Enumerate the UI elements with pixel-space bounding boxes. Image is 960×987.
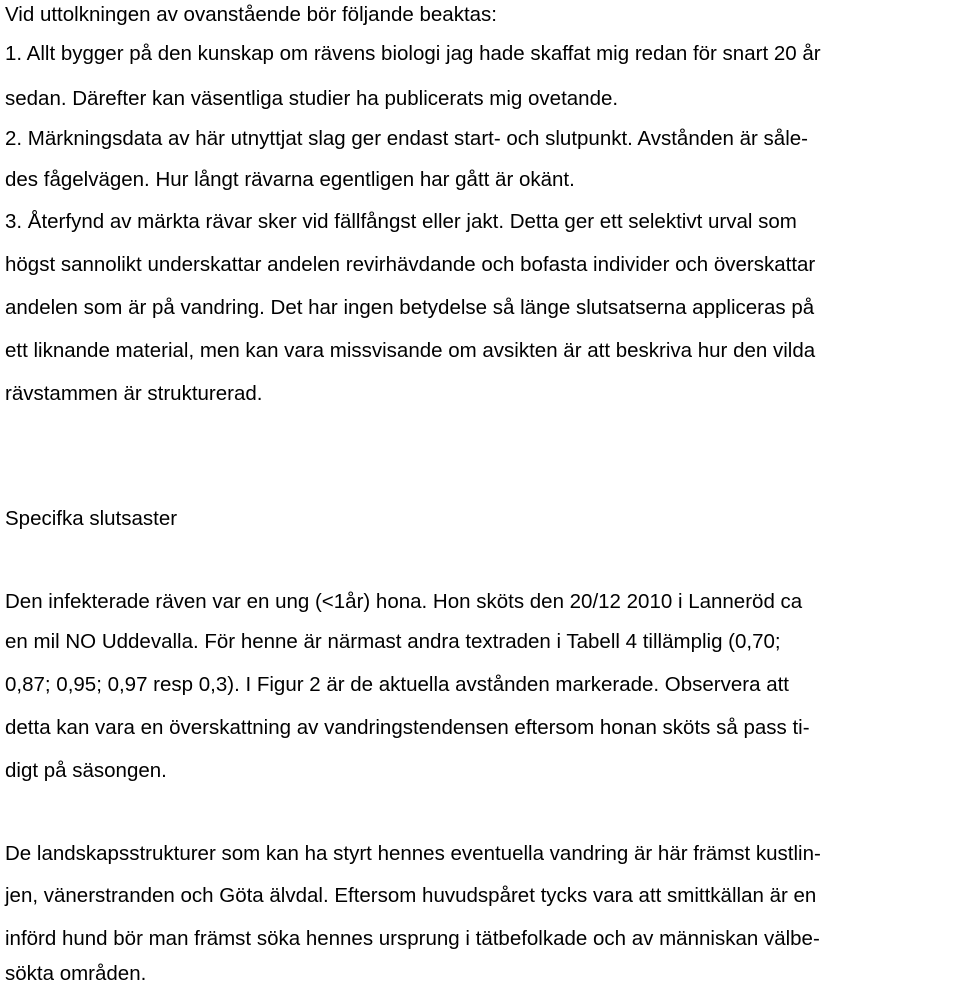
point-3-line-3: andelen som är på vandring. Det har ingen betydelse så länge slutsatserna appliceras på <box>5 296 815 319</box>
paragraph-1-line-5: digt på säsongen. <box>5 759 167 782</box>
paragraph-2-line-3: införd hund bör man främst söka hennes ursprung i tätbefolkade och av människan välbe- <box>5 927 820 950</box>
point-2-line-1: 2. Märkningsdata av här utnyttjat slag ger endast start- och slutpunkt. Avstånden är såle- <box>5 127 808 150</box>
section-heading: Specifka slutsaster <box>5 507 178 530</box>
paragraph-1-line-4: detta kan vara en överskattning av vandringstendensen eftersom honan sköts så pass ti- <box>5 716 810 739</box>
paragraph-2-line-2: jen, vänerstranden och Göta älvdal. Eftersom huvudspåret tycks vara att smittkällan är en <box>5 884 817 907</box>
intro-line: Vid uttolkningen av ovanstående bör följande beaktas: <box>5 3 497 26</box>
point-3-line-1: 3. Återfynd av märkta rävar sker vid fällfångst eller jakt. Detta ger ett selektivt urval som <box>5 210 797 233</box>
paragraph-2-line-4: sökta områden. <box>5 962 147 985</box>
point-3-line-5: rävstammen är strukturerad. <box>5 382 263 405</box>
point-1-line-2: sedan. Därefter kan väsentliga studier ha publicerats mig ovetande. <box>5 87 619 110</box>
paragraph-2-line-1: De landskapsstrukturer som kan ha styrt hennes eventuella vandring är här främst kustlin- <box>5 842 821 865</box>
point-1-line-1: 1. Allt bygger på den kunskap om rävens biologi jag hade skaffat mig redan för snart 20 år <box>5 42 821 65</box>
paragraph-1-line-1: Den infekterade räven var en ung (<1år) hona. Hon sköts den 20/12 2010 i Lanneröd ca <box>5 590 803 613</box>
point-3-line-4: ett liknande material, men kan vara missvisande om avsikten är att beskriva hur den vilda <box>5 339 816 362</box>
point-3-line-2: högst sannolikt underskattar andelen revirhävdande och bofasta individer och överskattar <box>5 253 816 276</box>
paragraph-1-line-2: en mil NO Uddevalla. För henne är närmast andra textraden i Tabell 4 tillämplig (0,70; <box>5 630 781 653</box>
point-2-line-2: des fågelvägen. Hur långt rävarna egentligen har gått är okänt. <box>5 168 575 191</box>
paragraph-1-line-3: 0,87; 0,95; 0,97 resp 0,3). I Figur 2 är de aktuella avstånden markerade. Observera att <box>5 673 789 696</box>
